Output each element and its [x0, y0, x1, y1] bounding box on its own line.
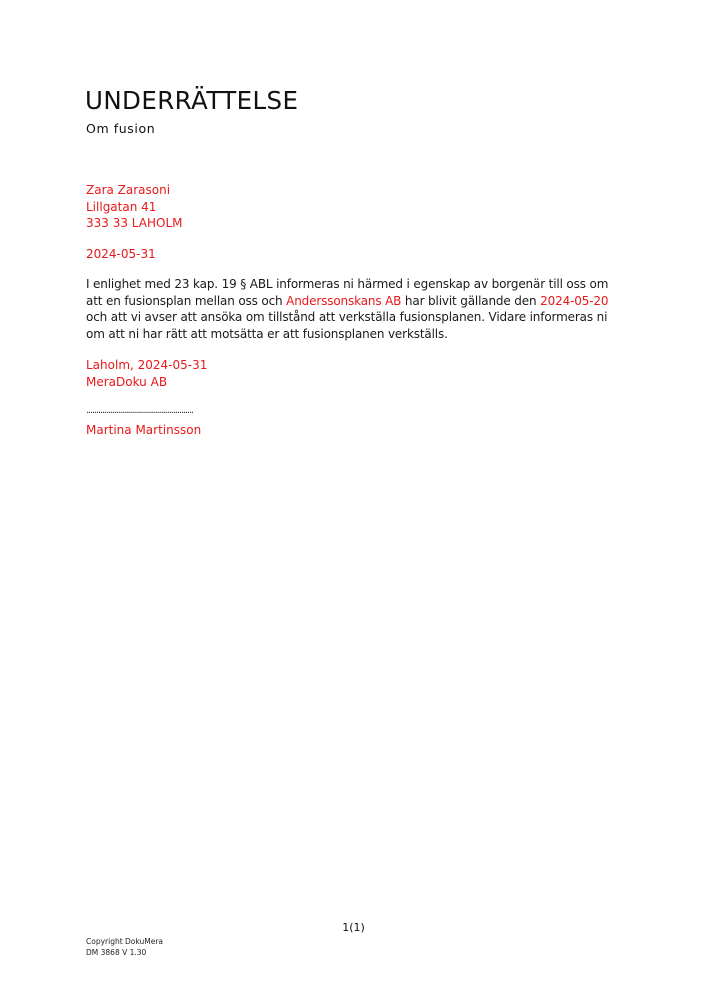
sender-block — [86, 357, 207, 390]
sender-company: MeraDoku AB — [86, 374, 168, 389]
footer-copyright: Copyright DokuMera — [86, 937, 164, 946]
body-text-part1: I enlighet med 23 kap. 19 § ABL informeras ni härmed i egenskap av borgenär till oss om att en fusionsplan mellan oss och — [86, 277, 609, 308]
letter-date: 2024-05-31 — [86, 247, 156, 261]
document-subtitle: Om fusion — [86, 121, 156, 136]
body-text-part2: har blivit gällande den — [401, 293, 541, 308]
signatory-name: Martina Martinsson — [86, 423, 202, 437]
effective-date: 2024-05-20 — [540, 293, 609, 308]
recipient-postal: 333 33 LAHOLM — [86, 216, 183, 230]
merging-company: Anderssonskans AB — [286, 293, 402, 308]
recipient-name: Zara Zarasoni — [86, 183, 171, 197]
recipient-street: Lillgatan 41 — [86, 199, 157, 214]
body-paragraph — [86, 276, 626, 342]
page-number: 1(1) — [342, 921, 365, 934]
body-text-part3: och att vi avser att ansöka om tillstånd att verkställa fusionsplanen. Vidare informeras ni om att ni har rätt att motsätta er att fusionsplanen verkställs. — [86, 310, 608, 341]
footer-doc-id: DM 3868 V 1.30 — [86, 947, 147, 957]
document-footer — [86, 937, 163, 958]
signature-line: ...................................................... — [86, 405, 193, 416]
recipient-address — [86, 182, 182, 232]
document-title: UNDERRÄTTELSE — [85, 86, 299, 115]
place-and-date: Laholm, 2024-05-31 — [86, 358, 208, 372]
